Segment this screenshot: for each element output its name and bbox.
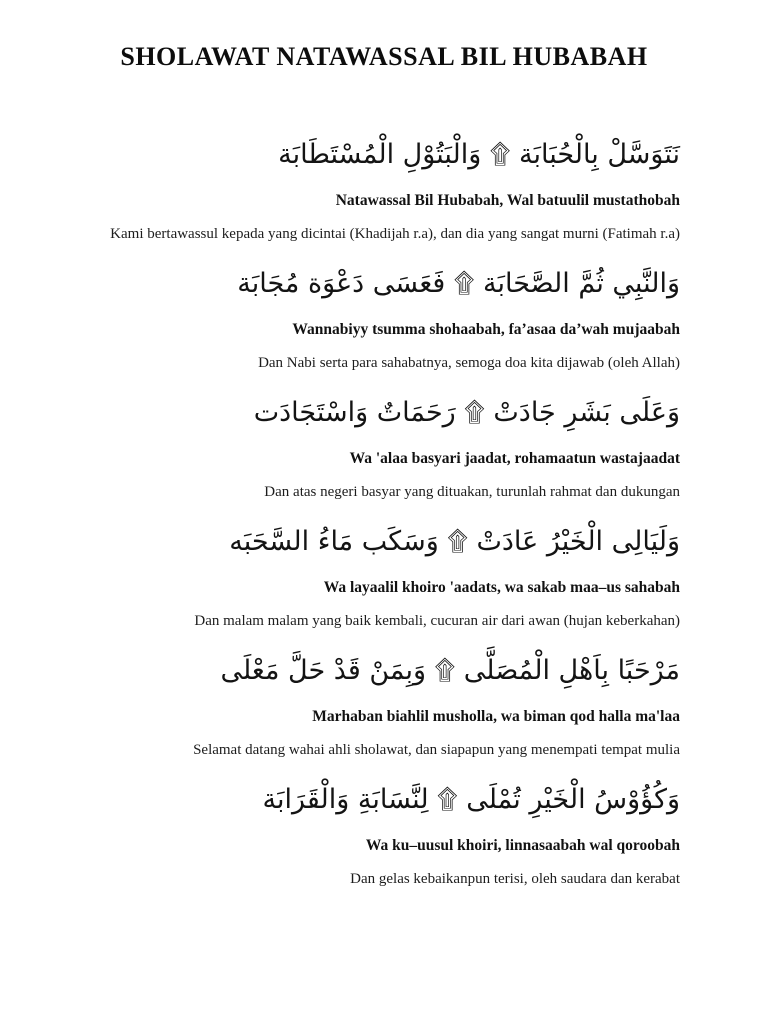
- document-body: [88, 126, 680, 900]
- transliteration: Wannabiyy tsumma shohaabah, fa’asaa da’wah mujaabah: [292, 321, 680, 338]
- translation: Dan atas negeri basyar yang dituakan, turunlah rahmat dan dukungan: [264, 484, 680, 500]
- arabic-verse: وَالنَّبِي ثُمَّ الصَّحَابَة ۩ فَعَسَى دَعْوَة مُجَابَة: [237, 268, 680, 299]
- arabic-verse: مَرْحَبًا بِاَهْلِ الْمُصَلَّى ۩ وَبِمَنْ قَدْ حَلَّ مَعْلَى: [220, 655, 680, 686]
- stanza-5: [88, 642, 680, 771]
- transliteration: Wa layaalil khoiro 'aadats, wa sakab maa–us sahabah: [323, 579, 680, 596]
- translation: Selamat datang wahai ahli sholawat, dan siapapun yang menempati tempat mulia: [193, 742, 680, 758]
- stanza-2: [88, 255, 680, 384]
- transliteration: Natawassal Bil Hubabah, Wal batuulil mustathobah: [335, 192, 680, 209]
- arabic-verse: وَعَلَى بَشَرِ جَادَتْ ۩ رَحَمَاتٌ وَاسْتَجَادَت: [253, 397, 680, 428]
- stanza-1: [88, 126, 680, 255]
- translation: Dan Nabi serta para sahabatnya, semoga doa kita dijawab (oleh Allah): [258, 355, 680, 371]
- stanza-4: [88, 513, 680, 642]
- page-title: SHOLAWAT NATAWASSAL BIL HUBABAH: [120, 42, 648, 71]
- transliteration: Wa ku–uusul khoiri, linnasaabah wal qoroobah: [365, 837, 680, 854]
- transliteration: Marhaban biahlil musholla, wa biman qod halla ma'laa: [312, 708, 680, 725]
- arabic-verse: نَتَوَسَّلْ بِالْحُبَابَة ۩ وَالْبَتُوْلِ الْمُسْتَطَابَة: [278, 139, 680, 170]
- transliteration: Wa 'alaa basyari jaadat, rohamaatun wastajaadat: [349, 450, 680, 467]
- translation: Kami bertawassul kepada yang dicintai (Khadijah r.a), dan dia yang sangat murni (Fatimah r.a): [110, 226, 680, 242]
- stanza-3: [88, 384, 680, 513]
- translation: Dan malam malam yang baik kembali, cucuran air dari awan (hujan keberkahan): [194, 613, 680, 629]
- arabic-verse: وَلَيَالِى الْخَيْرُ عَادَتْ ۩ وَسَكَب مَاءُ السَّحَبَه: [229, 526, 680, 557]
- stanza-6: [88, 771, 680, 900]
- arabic-verse: وَكُؤُوْسُ الْخَيْرِ تُمْلَى ۩ لِنَّسَابَةِ وَالْقَرَابَة: [262, 784, 680, 815]
- translation: Dan gelas kebaikanpun terisi, oleh saudara dan kerabat: [350, 871, 680, 887]
